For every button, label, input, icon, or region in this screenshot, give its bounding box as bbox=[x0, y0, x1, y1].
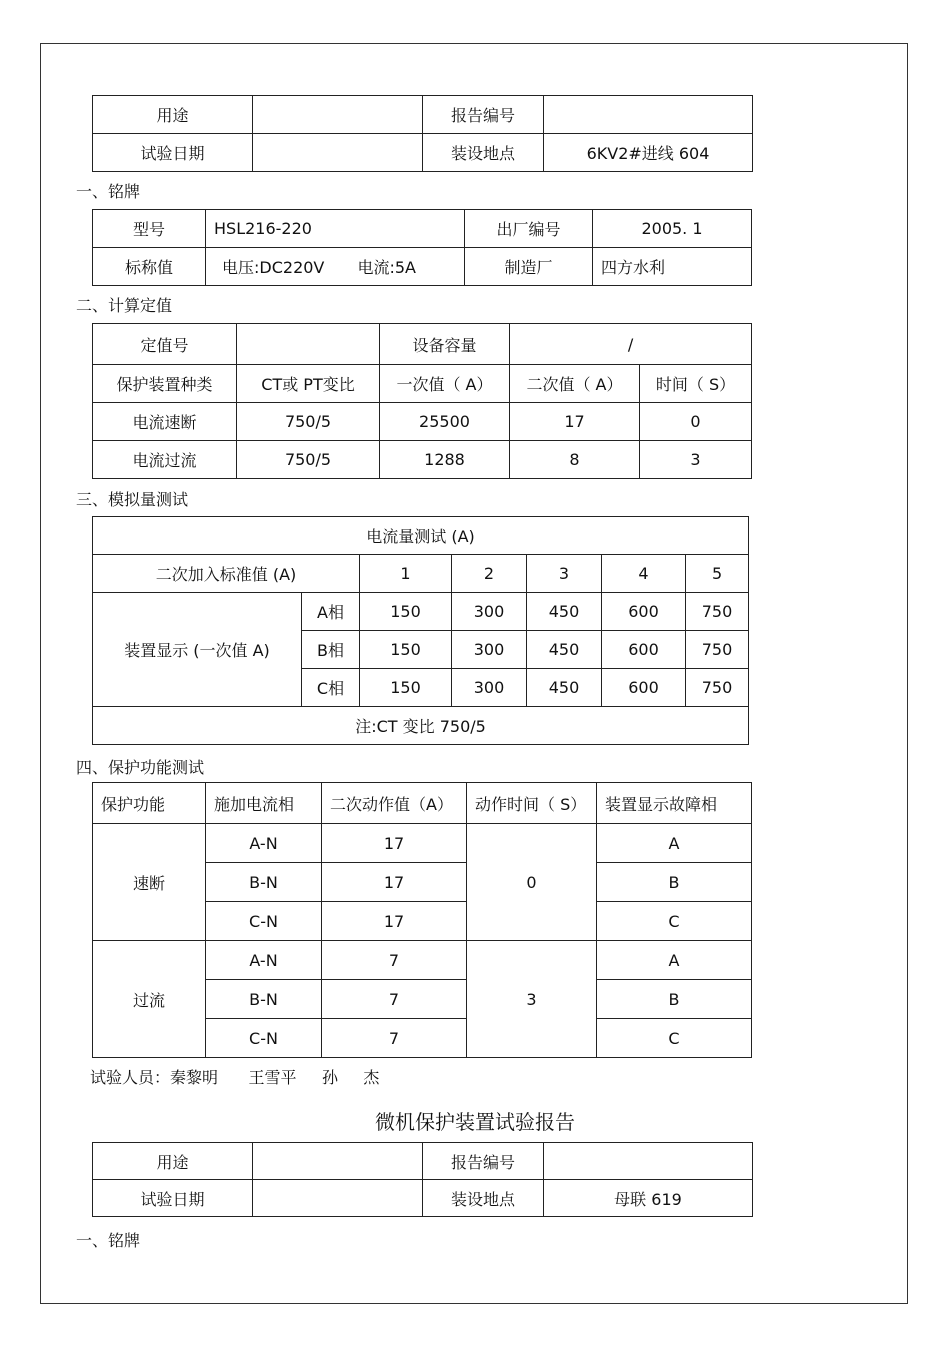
settings-header: CT或 PT变比 bbox=[237, 365, 380, 403]
header-table-1 bbox=[92, 95, 753, 172]
point-header: 2 bbox=[452, 555, 527, 593]
setting-no-value bbox=[237, 324, 380, 365]
rated-value bbox=[206, 248, 465, 286]
table-cell: B-N bbox=[206, 980, 322, 1019]
analog-note: 注:CT 变比 750/5 bbox=[93, 707, 749, 745]
table-cell: C bbox=[597, 902, 752, 941]
table-cell: A bbox=[597, 941, 752, 980]
table-cell: 300 bbox=[452, 631, 527, 669]
group-name: 过流 bbox=[93, 941, 206, 1058]
section-nameplate-heading: 一、铭牌 bbox=[76, 182, 141, 201]
phase-label: A相 bbox=[302, 593, 360, 631]
table-cell: 750 bbox=[686, 593, 749, 631]
report-no-label: 报告编号 bbox=[423, 1143, 544, 1180]
analog-title: 电流量测试 (A) bbox=[93, 517, 749, 555]
date-label: 试验日期 bbox=[93, 134, 253, 172]
table-cell: A-N bbox=[206, 941, 322, 980]
table-cell: B-N bbox=[206, 863, 322, 902]
protection-header: 动作时间（ S） bbox=[467, 783, 597, 824]
capacity-label: 设备容量 bbox=[380, 324, 510, 365]
settings-header: 一次值（ A） bbox=[380, 365, 510, 403]
table-cell: 8 bbox=[510, 441, 640, 479]
protection-header: 二次动作值（A） bbox=[322, 783, 467, 824]
table-cell: 450 bbox=[527, 593, 602, 631]
settings-header: 二次值（ A） bbox=[510, 365, 640, 403]
settings-header: 时间（ S） bbox=[640, 365, 752, 403]
table-row bbox=[93, 441, 752, 479]
table-cell: 3 bbox=[640, 441, 752, 479]
section-protection-heading: 四、保护功能测试 bbox=[76, 758, 205, 777]
report-no-label: 报告编号 bbox=[423, 96, 544, 134]
table-cell: 17 bbox=[322, 902, 467, 941]
table-cell: 150 bbox=[360, 593, 452, 631]
table-cell: 750/5 bbox=[237, 441, 380, 479]
protection-header: 保护功能 bbox=[93, 783, 206, 824]
rated-label: 标称值 bbox=[93, 248, 206, 286]
capacity-value: / bbox=[510, 324, 752, 365]
table-cell: 600 bbox=[602, 593, 686, 631]
table-cell: 450 bbox=[527, 631, 602, 669]
section-analog-heading: 三、模拟量测试 bbox=[76, 490, 189, 509]
table-cell: B bbox=[597, 980, 752, 1019]
maker-label: 制造厂 bbox=[465, 248, 593, 286]
table-cell: C-N bbox=[206, 902, 322, 941]
group-time: 0 bbox=[467, 824, 597, 941]
location-value: 母联 619 bbox=[544, 1180, 753, 1217]
report-no-value bbox=[544, 96, 753, 134]
serial-value: 2005. 1 bbox=[593, 210, 752, 248]
table-cell: 450 bbox=[527, 669, 602, 707]
purpose-label: 用途 bbox=[93, 96, 253, 134]
table-cell: 750/5 bbox=[237, 403, 380, 441]
table-cell: 600 bbox=[602, 631, 686, 669]
table-cell: 1288 bbox=[380, 441, 510, 479]
date-value bbox=[253, 1180, 423, 1217]
table-cell: 750 bbox=[686, 631, 749, 669]
table-cell: 25500 bbox=[380, 403, 510, 441]
settings-table bbox=[92, 323, 752, 479]
table-cell: 7 bbox=[322, 980, 467, 1019]
section-settings-heading: 二、计算定值 bbox=[76, 296, 173, 315]
table-cell: 150 bbox=[360, 669, 452, 707]
model-label: 型号 bbox=[93, 210, 206, 248]
table-row bbox=[93, 593, 749, 631]
point-header: 1 bbox=[360, 555, 452, 593]
purpose-value bbox=[253, 96, 423, 134]
test-staff: 试验人员：秦黎明 王雪平 孙 杰 bbox=[90, 1068, 380, 1087]
table-cell: C-N bbox=[206, 1019, 322, 1058]
std-label: 二次加入标准值 (A) bbox=[93, 555, 360, 593]
settings-header: 保护装置种类 bbox=[93, 365, 237, 403]
setting-no-label: 定值号 bbox=[93, 324, 237, 365]
table-cell: B bbox=[597, 863, 752, 902]
rated-voltage: 电压:DC220V bbox=[222, 258, 325, 277]
table-row bbox=[93, 403, 752, 441]
table-cell: 300 bbox=[452, 593, 527, 631]
protection-header: 施加电流相 bbox=[206, 783, 322, 824]
display-label: 装置显示 (一次值 A) bbox=[93, 593, 302, 707]
model-value: HSL216-220 bbox=[206, 210, 465, 248]
table-cell: 电流速断 bbox=[93, 403, 237, 441]
table-cell: 750 bbox=[686, 669, 749, 707]
point-header: 3 bbox=[527, 555, 602, 593]
phase-label: B相 bbox=[302, 631, 360, 669]
nameplate-table bbox=[92, 209, 752, 286]
maker-value: 四方水利 bbox=[593, 248, 752, 286]
report-title: 微机保护装置试验报告 bbox=[375, 1110, 575, 1134]
table-cell: 600 bbox=[602, 669, 686, 707]
table-cell: 150 bbox=[360, 631, 452, 669]
table-cell: 17 bbox=[322, 824, 467, 863]
date-value bbox=[253, 134, 423, 172]
rated-current: 电流:5A bbox=[357, 258, 416, 277]
table-cell: 300 bbox=[452, 669, 527, 707]
table-cell: 0 bbox=[640, 403, 752, 441]
protection-header: 装置显示故障相 bbox=[597, 783, 752, 824]
serial-label: 出厂编号 bbox=[465, 210, 593, 248]
table-cell: C bbox=[597, 1019, 752, 1058]
table-cell: 电流过流 bbox=[93, 441, 237, 479]
table-row bbox=[93, 824, 752, 863]
date-label: 试验日期 bbox=[93, 1180, 253, 1217]
purpose-label: 用途 bbox=[93, 1143, 253, 1180]
table-cell: 17 bbox=[510, 403, 640, 441]
group-time: 3 bbox=[467, 941, 597, 1058]
location-label: 装设地点 bbox=[423, 134, 544, 172]
group-name: 速断 bbox=[93, 824, 206, 941]
location-value: 6KV2#进线 604 bbox=[544, 134, 753, 172]
section-nameplate-heading-2: 一、铭牌 bbox=[76, 1231, 141, 1250]
location-label: 装设地点 bbox=[423, 1180, 544, 1217]
table-cell: 7 bbox=[322, 941, 467, 980]
table-cell: 7 bbox=[322, 1019, 467, 1058]
phase-label: C相 bbox=[302, 669, 360, 707]
point-header: 4 bbox=[602, 555, 686, 593]
analog-table bbox=[92, 516, 749, 745]
table-row bbox=[93, 941, 752, 980]
header-table-2 bbox=[92, 1142, 753, 1217]
purpose-value bbox=[253, 1143, 423, 1180]
table-cell: A-N bbox=[206, 824, 322, 863]
report-no-value bbox=[544, 1143, 753, 1180]
table-cell: A bbox=[597, 824, 752, 863]
protection-table bbox=[92, 782, 752, 1058]
point-header: 5 bbox=[686, 555, 749, 593]
table-cell: 17 bbox=[322, 863, 467, 902]
